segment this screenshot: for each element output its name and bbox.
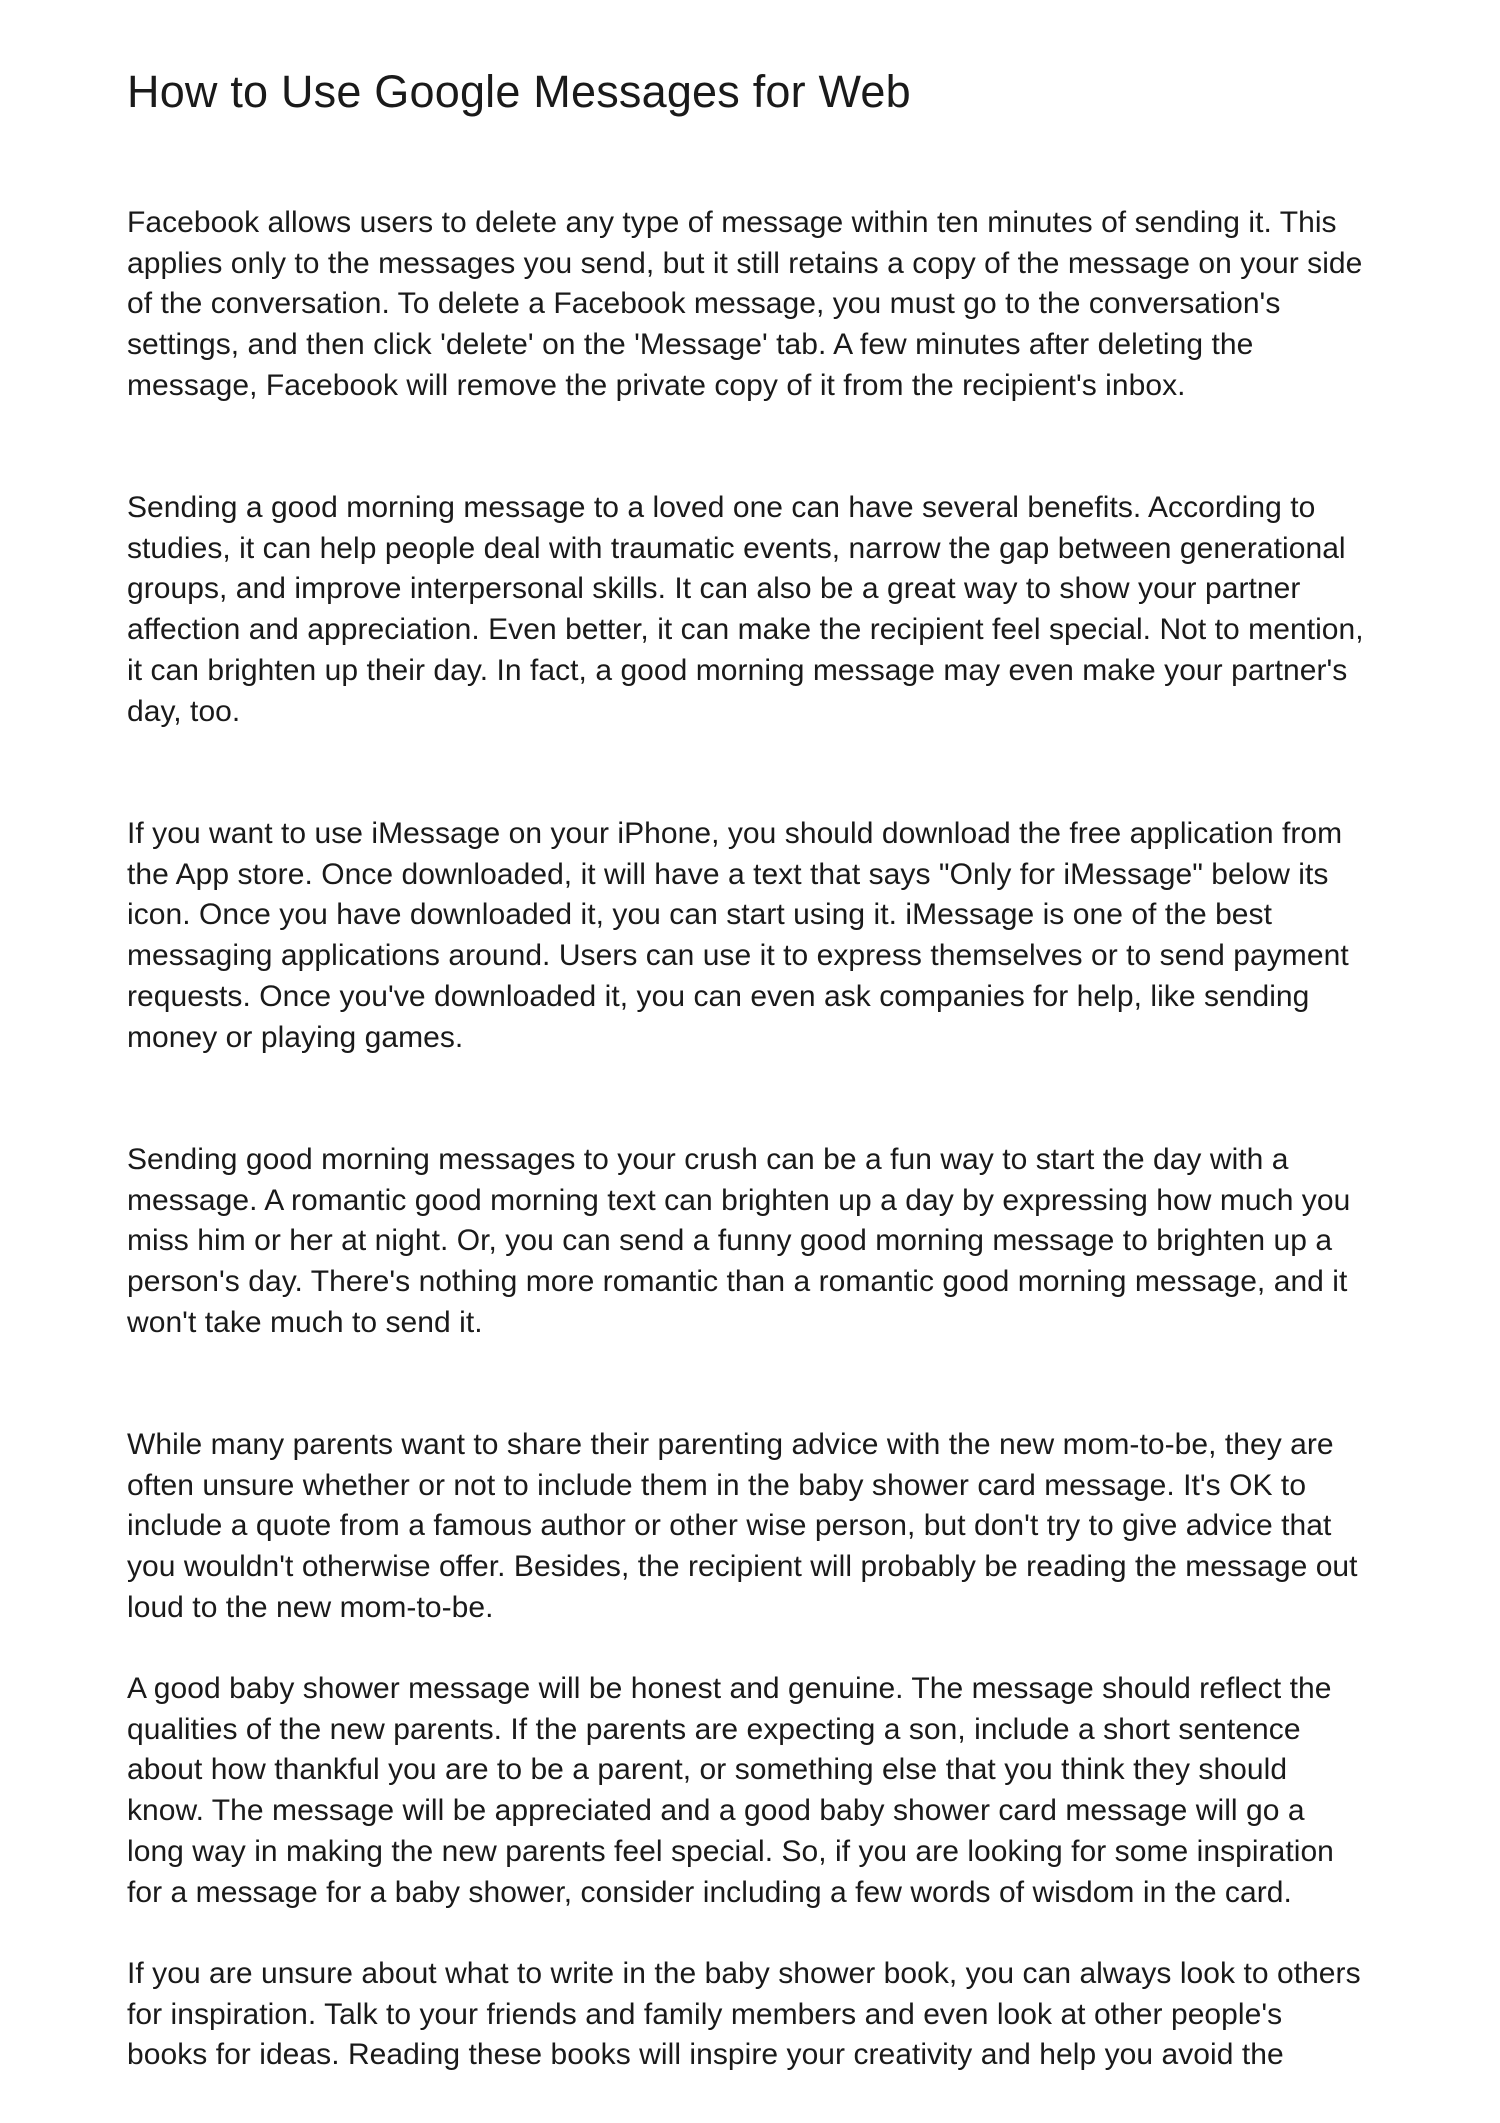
text-line: message. A romantic good morning text can brighten up a day by expressing how much you xyxy=(127,1183,1351,1217)
text-line: message, Facebook will remove the private copy of it from the recipient's inbox. xyxy=(127,368,1186,402)
text-line: affection and appreciation. Even better, it can make the recipient feel special. Not to mention, xyxy=(127,613,1364,647)
text-line: If you are unsure about what to write in the baby shower book, you can always look to others xyxy=(127,1957,1361,1990)
text-line: Sending good morning messages to your crush can be a fun way to start the day with a xyxy=(127,1143,1289,1176)
text-line: settings, and then click 'delete' on the 'Message' tab. A few minutes after deleting the xyxy=(127,328,1254,362)
text-line: Sending a good morning message to a loved one can have several benefits. According to xyxy=(127,491,1316,524)
text-line: money or playing games. xyxy=(127,1020,464,1054)
text-line: for a message for a baby shower, consider including a few words of wisdom in the card. xyxy=(127,1875,1292,1909)
text-line: know. The message will be appreciated and a good baby shower card message will go a xyxy=(127,1794,1305,1828)
text-line: loud to the new mom-to-be. xyxy=(127,1590,494,1624)
text-line: of the conversation. To delete a Facebook message, you must go to the conversation's xyxy=(127,287,1281,321)
text-line: you wouldn't otherwise offer. Besides, the recipient will probably be reading the message out xyxy=(127,1550,1358,1584)
text-line: Facebook allows users to delete any type of message within ten minutes of sending it. This xyxy=(127,206,1337,239)
text-line: it can brighten up their day. In fact, a good morning message may even make your partner's xyxy=(127,653,1348,687)
text-line: for inspiration. Talk to your friends and family members and even look at other people's xyxy=(127,1997,1283,2031)
text-line: If you want to use iMessage on your iPhone, you should download the free application from xyxy=(127,817,1343,850)
text-line: books for ideas. Reading these books will inspire your creativity and help you avoid the xyxy=(127,2038,1284,2072)
text-line: messaging applications around. Users can use it to express themselves or to send payment xyxy=(127,939,1349,973)
text-line: won't take much to send it. xyxy=(127,1305,483,1339)
page-title: How to Use Google Messages for Web xyxy=(127,66,911,117)
text-line: miss him or her at night. Or, you can send a funny good morning message to brighten up a xyxy=(127,1224,1333,1258)
text-line: person's day. There's nothing more romantic than a romantic good morning message, and it xyxy=(127,1265,1348,1299)
text-line: qualities of the new parents. If the parents are expecting a son, include a short sentence xyxy=(127,1712,1301,1746)
paragraph-baby-shower-book xyxy=(127,1954,1387,2076)
text-line: include a quote from a famous author or other wise person, but don't try to give advice that xyxy=(127,1509,1332,1543)
paragraph-crush-messages xyxy=(127,1140,1387,1344)
paragraph-facebook-delete xyxy=(127,203,1387,407)
text-line: groups, and improve interpersonal skills. It can also be a great way to show your partner xyxy=(127,572,1301,606)
text-line: day, too. xyxy=(127,694,241,728)
text-line: about how thankful you are to be a parent, or something else that you think they should xyxy=(127,1753,1288,1787)
paragraph-good-morning-benefits xyxy=(127,488,1387,732)
text-line: often unsure whether or not to include them in the baby shower card message. It's OK to xyxy=(127,1468,1307,1502)
text-line: While many parents want to share their parenting advice with the new mom-to-be, they are xyxy=(127,1428,1334,1461)
text-line: A good baby shower message will be honest and genuine. The message should reflect the xyxy=(127,1672,1332,1705)
paragraph-imessage xyxy=(127,814,1387,1058)
paragraph-baby-shower-message xyxy=(127,1669,1387,1913)
text-line: studies, it can help people deal with traumatic events, narrow the gap between generational xyxy=(127,531,1346,565)
text-line: applies only to the messages you send, but it still retains a copy of the message on your side xyxy=(127,246,1363,280)
text-line: icon. Once you have downloaded it, you can start using it. iMessage is one of the best xyxy=(127,898,1272,932)
text-line: long way in making the new parents feel special. So, if you are looking for some inspiration xyxy=(127,1834,1334,1868)
text-line: requests. Once you've downloaded it, you can even ask companies for help, like sending xyxy=(127,979,1310,1013)
text-line: the App store. Once downloaded, it will have a text that says "Only for iMessage" below its xyxy=(127,857,1329,891)
paragraph-parenting-advice xyxy=(127,1425,1387,1629)
